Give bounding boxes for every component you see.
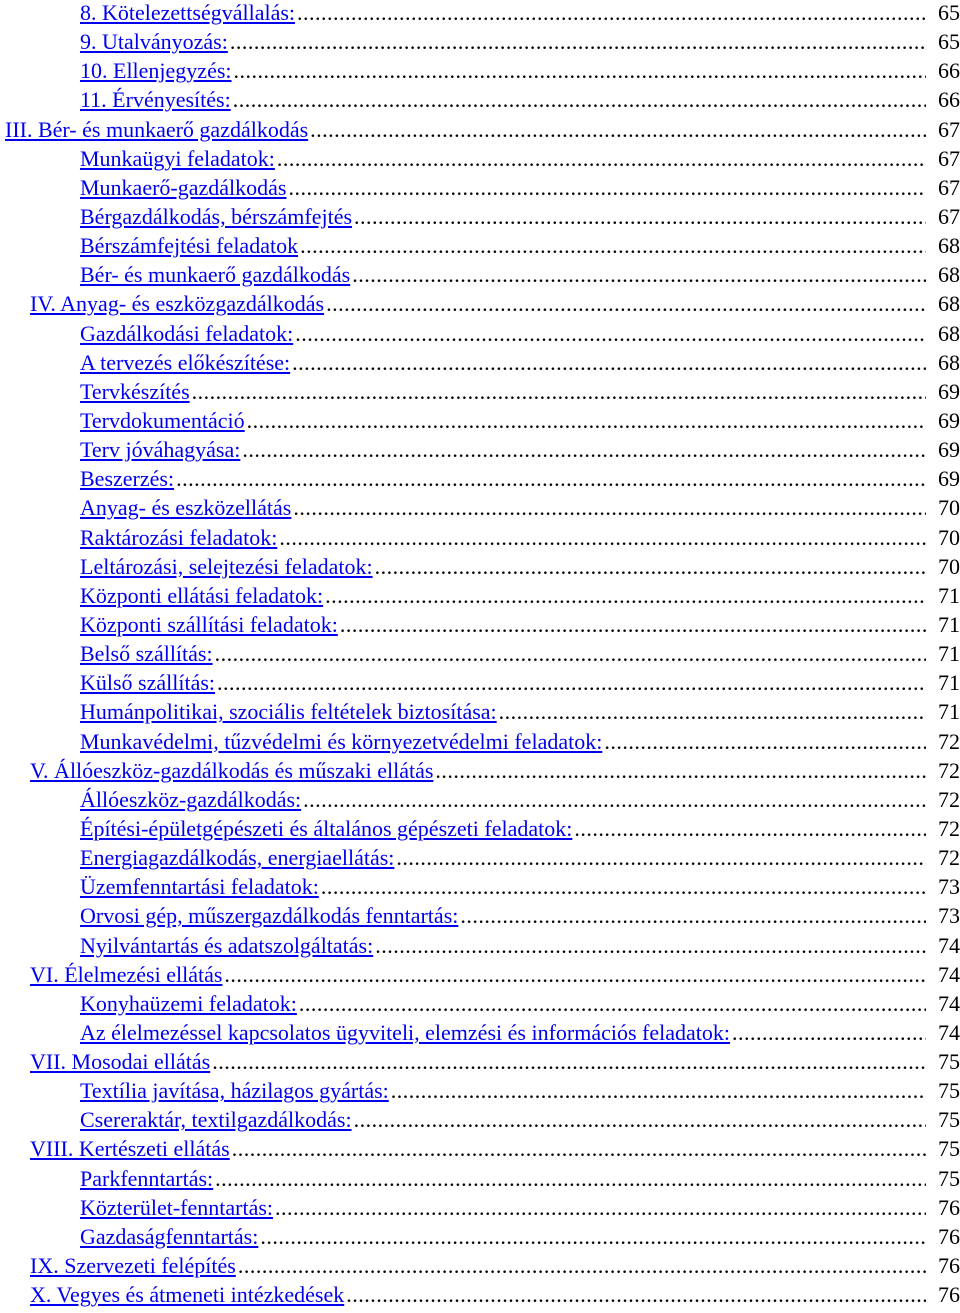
toc-entry-link[interactable]: VIII. Kertészeti ellátás bbox=[30, 1136, 230, 1162]
toc-page-number: 75 bbox=[938, 1107, 960, 1133]
toc-entry[interactable] bbox=[0, 872, 960, 901]
toc-entry[interactable] bbox=[0, 1251, 960, 1280]
toc-entry-link[interactable]: Központi szállítási feladatok: bbox=[80, 611, 338, 637]
toc-page-number: 69 bbox=[938, 378, 960, 404]
toc-page-number: 75 bbox=[938, 1136, 960, 1162]
toc-entry[interactable] bbox=[0, 1222, 960, 1251]
toc-entry[interactable] bbox=[0, 785, 960, 814]
toc-page-number: 76 bbox=[938, 1194, 960, 1220]
toc-entry-link[interactable]: A tervezés előkészítése: bbox=[80, 349, 291, 375]
toc-entry[interactable] bbox=[0, 814, 960, 843]
toc-page-number: 74 bbox=[938, 990, 960, 1016]
toc-page-number: 75 bbox=[938, 1165, 960, 1191]
toc-page-number: 76 bbox=[938, 1253, 960, 1279]
toc-entry[interactable] bbox=[0, 1280, 960, 1309]
toc-page-number: 71 bbox=[938, 641, 960, 667]
toc-entry[interactable] bbox=[0, 493, 960, 522]
toc-entry-link[interactable]: Bér- és munkaerő gazdálkodás bbox=[80, 262, 351, 288]
toc-entry-link[interactable]: X. Vegyes és átmeneti intézkedések bbox=[30, 1282, 345, 1308]
toc-page-number: 75 bbox=[938, 1049, 960, 1075]
toc-entry[interactable] bbox=[0, 406, 960, 435]
toc-entry[interactable] bbox=[0, 231, 960, 260]
toc-page-number: 76 bbox=[938, 1223, 960, 1249]
dot-leader bbox=[192, 377, 926, 406]
dot-leader bbox=[604, 727, 926, 756]
dot-leader bbox=[354, 1105, 926, 1134]
toc-entry[interactable] bbox=[0, 115, 960, 144]
toc-entry[interactable] bbox=[0, 843, 960, 872]
toc-entry-link[interactable]: Beszerzés: bbox=[80, 466, 175, 492]
dot-leader bbox=[375, 931, 926, 960]
dot-leader bbox=[391, 1076, 926, 1105]
toc-entry[interactable] bbox=[0, 901, 960, 930]
toc-page-number: 69 bbox=[938, 407, 960, 433]
toc-entry[interactable] bbox=[0, 727, 960, 756]
toc-entry[interactable] bbox=[0, 552, 960, 581]
dot-leader bbox=[247, 406, 926, 435]
toc-entry-link[interactable]: Munkaerő-gazdálkodás bbox=[80, 174, 287, 200]
dot-leader bbox=[242, 435, 926, 464]
toc-entry[interactable] bbox=[0, 697, 960, 726]
toc-entry-link[interactable]: Konyhaüzemi feladatok: bbox=[80, 990, 297, 1016]
toc-entry-link[interactable]: Orvosi gép, műszergazdálkodás fenntartás: bbox=[80, 903, 459, 929]
dot-leader bbox=[212, 1047, 926, 1076]
toc-page-number: 67 bbox=[938, 116, 960, 142]
toc-page-number: 72 bbox=[938, 728, 960, 754]
toc-page-number: 69 bbox=[938, 466, 960, 492]
toc-entry[interactable] bbox=[0, 581, 960, 610]
toc-entry[interactable] bbox=[0, 289, 960, 318]
toc-page-number: 65 bbox=[938, 29, 960, 55]
dot-leader bbox=[352, 260, 926, 289]
toc-page-number: 69 bbox=[938, 437, 960, 463]
toc-page-number: 67 bbox=[938, 145, 960, 171]
toc-entry[interactable] bbox=[0, 960, 960, 989]
toc-page-number: 70 bbox=[938, 524, 960, 550]
dot-leader bbox=[297, 0, 926, 27]
toc-entry-link[interactable]: Az élelmezéssel kapcsolatos ügyviteli, elemzési és információs feladatok: bbox=[80, 1019, 730, 1045]
toc-entry-link[interactable]: Bérgazdálkodás, bérszámfejtés bbox=[80, 203, 353, 229]
toc-entry-link[interactable]: Csereraktár, textilgazdálkodás: bbox=[80, 1107, 352, 1133]
toc-entry-link[interactable]: 10. Ellenjegyzés: bbox=[80, 58, 232, 84]
toc-entry-link[interactable]: IV. Anyag- és eszközgazdálkodás bbox=[30, 291, 325, 317]
dot-leader bbox=[325, 581, 926, 610]
toc-entry[interactable] bbox=[0, 202, 960, 231]
toc-entry-link[interactable]: 9. Utalványozás: bbox=[80, 29, 228, 55]
dot-leader bbox=[234, 56, 926, 85]
dot-leader bbox=[293, 493, 926, 522]
toc-page-number: 72 bbox=[938, 845, 960, 871]
dot-leader bbox=[279, 523, 926, 552]
toc-page-number: 68 bbox=[938, 320, 960, 346]
toc-page-number: 66 bbox=[938, 58, 960, 84]
dot-leader bbox=[230, 27, 926, 56]
toc-entry-link[interactable]: IX. Szervezeti felépítés bbox=[30, 1253, 236, 1279]
toc-page-number: 74 bbox=[938, 1019, 960, 1045]
toc-entry[interactable] bbox=[0, 610, 960, 639]
toc-entry-link[interactable]: Textília javítása, házilagos gyártás: bbox=[80, 1078, 389, 1104]
toc-entry-link[interactable]: Leltározási, selejtezési feladatok: bbox=[80, 553, 373, 579]
toc-entry[interactable] bbox=[0, 1018, 960, 1047]
dot-leader bbox=[326, 289, 926, 318]
toc-entry-link[interactable]: Raktározási feladatok: bbox=[80, 524, 278, 550]
toc-entry-link[interactable]: Építési-épületgépészeti és általános gépészeti feladatok: bbox=[80, 815, 573, 841]
toc-entry-link[interactable]: Parkfenntartás: bbox=[80, 1165, 214, 1191]
toc-entry[interactable] bbox=[0, 1134, 960, 1163]
dot-leader bbox=[732, 1018, 926, 1047]
toc-entry-link[interactable]: VII. Mosodai ellátás bbox=[30, 1049, 211, 1075]
toc-page-number: 72 bbox=[938, 757, 960, 783]
toc-entry-link[interactable]: Munkaügyi feladatok: bbox=[80, 145, 275, 171]
toc-entry[interactable] bbox=[0, 85, 960, 114]
toc-entry-link[interactable]: Állóeszköz-gazdálkodás: bbox=[80, 786, 302, 812]
dot-leader bbox=[275, 1193, 926, 1222]
dot-leader bbox=[435, 756, 926, 785]
toc-entry[interactable] bbox=[0, 1105, 960, 1134]
toc-page-number: 70 bbox=[938, 553, 960, 579]
toc-page-number: 71 bbox=[938, 699, 960, 725]
toc-entry[interactable] bbox=[0, 523, 960, 552]
dot-leader bbox=[303, 785, 926, 814]
dot-leader bbox=[277, 144, 926, 173]
toc-entry-link[interactable]: Tervdokumentáció bbox=[80, 407, 245, 433]
toc-page-number: 72 bbox=[938, 815, 960, 841]
dot-leader bbox=[233, 85, 926, 114]
toc-page-number: 71 bbox=[938, 670, 960, 696]
toc-entry-link[interactable]: Humánpolitikai, szociális feltételek biztosítása: bbox=[80, 699, 497, 725]
toc-entry-link[interactable]: V. Állóeszköz-gazdálkodás és műszaki ellátás bbox=[30, 757, 434, 783]
dot-leader bbox=[310, 115, 926, 144]
toc-entry[interactable] bbox=[0, 435, 960, 464]
toc-entry-link[interactable]: Anyag- és eszközellátás bbox=[80, 495, 292, 521]
toc-entry[interactable] bbox=[0, 668, 960, 697]
toc-page-number: 68 bbox=[938, 349, 960, 375]
toc-entry-link[interactable]: Munkavédelmi, tűzvédelmi és környezetvédelmi feladatok: bbox=[80, 728, 603, 754]
toc-entry[interactable] bbox=[0, 931, 960, 960]
toc-entry-link[interactable]: Központi ellátási feladatok: bbox=[80, 582, 324, 608]
toc-entry-link[interactable]: Bérszámfejtési feladatok bbox=[80, 233, 299, 259]
toc-page-number: 71 bbox=[938, 611, 960, 637]
dot-leader bbox=[238, 1251, 926, 1280]
dot-leader bbox=[375, 552, 926, 581]
toc-entry-link[interactable]: Gazdaságfenntartás: bbox=[80, 1223, 259, 1249]
toc-entry-link[interactable]: Közterület-fenntartás: bbox=[80, 1194, 274, 1220]
toc-entry[interactable] bbox=[0, 1076, 960, 1105]
toc-page-number: 73 bbox=[938, 874, 960, 900]
dot-leader bbox=[176, 464, 926, 493]
toc-page-number: 73 bbox=[938, 903, 960, 929]
dot-leader bbox=[295, 319, 926, 348]
toc-page-number: 74 bbox=[938, 961, 960, 987]
toc-entry-link[interactable]: VI. Élelmezési ellátás bbox=[30, 961, 223, 987]
dot-leader bbox=[224, 960, 926, 989]
toc-entry-link[interactable]: Külső szállítás: bbox=[80, 670, 216, 696]
toc-entry[interactable] bbox=[0, 639, 960, 668]
dot-leader bbox=[288, 173, 926, 202]
toc-entry-link[interactable]: III. Bér- és munkaerő gazdálkodás bbox=[5, 116, 309, 142]
dot-leader bbox=[499, 697, 926, 726]
dot-leader bbox=[215, 639, 926, 668]
toc-page-number: 75 bbox=[938, 1078, 960, 1104]
toc-entry-link[interactable]: Üzemfenntartási feladatok: bbox=[80, 874, 319, 900]
toc-entry[interactable] bbox=[0, 464, 960, 493]
toc-page-number: 76 bbox=[938, 1282, 960, 1308]
toc-entry[interactable] bbox=[0, 989, 960, 1018]
dot-leader bbox=[460, 901, 926, 930]
dot-leader bbox=[232, 1134, 926, 1163]
dot-leader bbox=[292, 348, 926, 377]
dot-leader bbox=[300, 231, 926, 260]
dot-leader bbox=[260, 1222, 926, 1251]
toc-page-number: 74 bbox=[938, 932, 960, 958]
dot-leader bbox=[346, 1280, 926, 1309]
toc-entry[interactable] bbox=[0, 27, 960, 56]
toc-page-number: 66 bbox=[938, 87, 960, 113]
toc-page-number: 71 bbox=[938, 582, 960, 608]
toc-page-number: 67 bbox=[938, 174, 960, 200]
dot-leader bbox=[215, 1164, 926, 1193]
toc-entry-link[interactable]: Belső szállítás: bbox=[80, 641, 213, 667]
toc-entry[interactable] bbox=[0, 0, 960, 27]
toc-entry-link[interactable]: Nyilvántartás és adatszolgáltatás: bbox=[80, 932, 374, 958]
dot-leader bbox=[299, 989, 926, 1018]
toc-entry[interactable] bbox=[0, 377, 960, 406]
toc-page-number: 65 bbox=[938, 0, 960, 25]
toc-entry[interactable] bbox=[0, 756, 960, 785]
toc-page-number: 68 bbox=[938, 291, 960, 317]
toc-page-number: 68 bbox=[938, 233, 960, 259]
dot-leader bbox=[340, 610, 926, 639]
toc-entry[interactable] bbox=[0, 56, 960, 85]
toc-page-number: 68 bbox=[938, 262, 960, 288]
dot-leader bbox=[354, 202, 926, 231]
toc-entry[interactable] bbox=[0, 144, 960, 173]
toc-entry-link[interactable]: 11. Érvényesítés: bbox=[80, 87, 231, 113]
toc-entry-link[interactable]: Terv jóváhagyása: bbox=[80, 437, 241, 463]
toc-entry-link[interactable]: Gazdálkodási feladatok: bbox=[80, 320, 294, 346]
dot-leader bbox=[217, 668, 926, 697]
dot-leader bbox=[396, 843, 926, 872]
toc-entry[interactable] bbox=[0, 260, 960, 289]
toc-entry[interactable] bbox=[0, 1047, 960, 1076]
toc-page-number: 72 bbox=[938, 786, 960, 812]
toc-entry[interactable] bbox=[0, 1193, 960, 1222]
toc-entry-link[interactable]: Energiagazdálkodás, energiaellátás: bbox=[80, 845, 395, 871]
toc-page-number: 67 bbox=[938, 203, 960, 229]
dot-leader bbox=[321, 872, 926, 901]
toc-page-number: 70 bbox=[938, 495, 960, 521]
toc-entry[interactable] bbox=[0, 173, 960, 202]
toc-entry[interactable] bbox=[0, 348, 960, 377]
dot-leader bbox=[574, 814, 926, 843]
toc-entry-link[interactable]: 8. Kötelezettségvállalás: bbox=[80, 0, 296, 25]
toc-entry-link[interactable]: Tervkészítés bbox=[80, 378, 190, 404]
toc-entry[interactable] bbox=[0, 319, 960, 348]
toc-entry[interactable] bbox=[0, 1164, 960, 1193]
